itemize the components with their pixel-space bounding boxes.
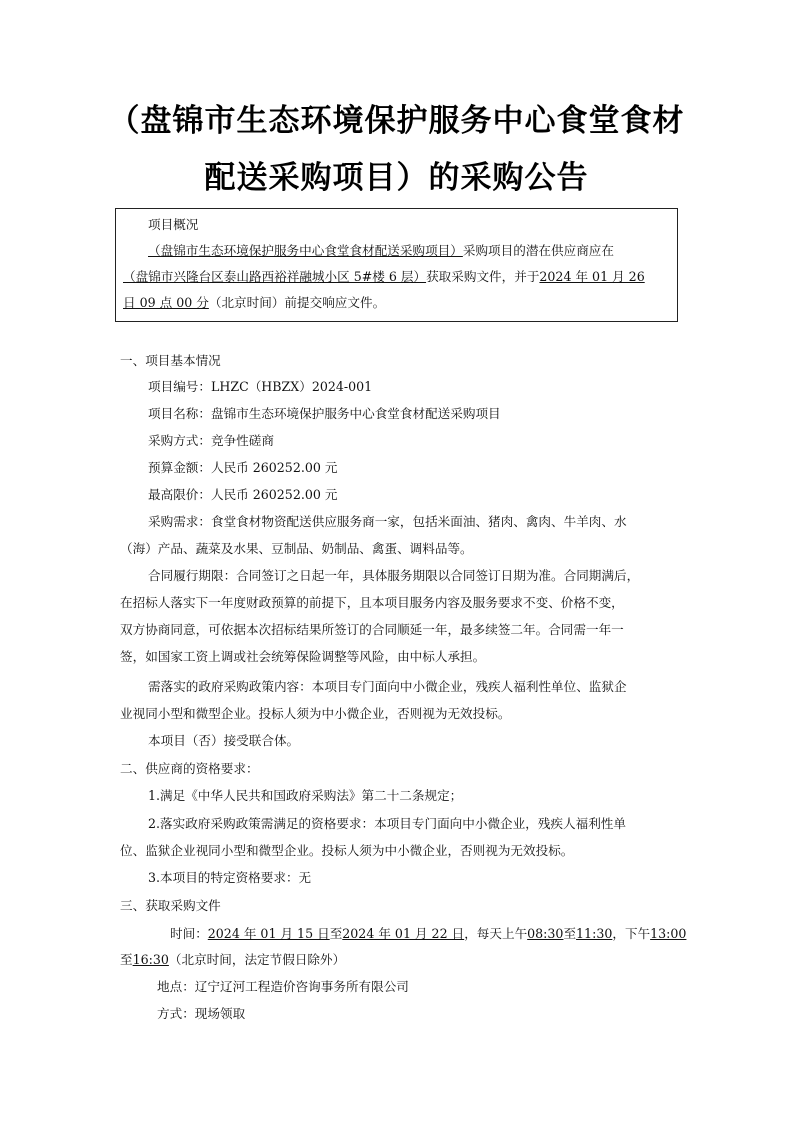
overview-line-2: （盘锦市兴隆台区泰山路西裕祥融城小区 5#楼 6 层）获取采购文件，并于2024 年 01 月 26 <box>123 269 645 284</box>
pm-end: 16:30 <box>132 952 169 967</box>
policy-line-1: 需落实的政府采购政策内容：本项目专门面向中小微企业，残疾人福利性单位、监狱企 <box>148 679 627 694</box>
pm-start: 13:00 <box>650 926 687 941</box>
consortium-note: 本项目（否）接受联合体。 <box>148 733 300 748</box>
qualification-2-line-1: 2.落实政府采购政策需满足的资格要求：本项目专门面向中小微企业，残疾人福利性单 <box>148 816 626 831</box>
start-date: 2024 年 01 月 15 日 <box>207 926 330 941</box>
qualification-2-line-2: 位、监狱企业视同小型和微型企业。投标人须为中小微企业，否则视为无效投标。 <box>120 843 574 858</box>
budget-amount: 预算金额：人民币 260252.00 元 <box>148 460 338 475</box>
contract-term-line-4: 签，如国家工资上调或社会统筹保险调整等风险，由中标人承担。 <box>120 649 486 664</box>
am-end: 11:30 <box>576 926 613 941</box>
project-number: 项目编号：LHZC（HBZX）2024-001 <box>148 379 373 394</box>
project-name-underlined: （盘锦市生态环境保护服务中心食堂食材配送采购项目） <box>148 243 463 258</box>
time-line-2: 至16:30（北京时间，法定节假日除外） <box>120 952 346 967</box>
overview-line-1: （盘锦市生态环境保护服务中心食堂食材配送采购项目）采购项目的潜在供应商应在 <box>148 243 614 258</box>
procurement-method: 采购方式：竞争性磋商 <box>148 433 274 448</box>
pickup-place: 地点：辽宁辽河工程造价咨询事务所有限公司 <box>157 979 409 994</box>
qualification-1: 1.满足《中华人民共和国政府采购法》第二十二条规定； <box>148 788 463 803</box>
qualification-3: 3.本项目的特定资格要求：无 <box>148 870 312 885</box>
am-start: 08:30 <box>527 926 564 941</box>
contract-term-line-1: 合同履行期限：合同签订之日起一年，具体服务期限以合同签订日期为准。合同期满后， <box>148 568 640 583</box>
project-overview-box <box>115 208 678 322</box>
max-price: 最高限价：人民币 260252.00 元 <box>148 487 338 502</box>
section-3-heading: 三、获取采购文件 <box>120 898 221 913</box>
section-1-heading: 一、项目基本情况 <box>120 353 221 368</box>
pickup-method: 方式：现场领取 <box>157 1006 246 1021</box>
end-date: 2024 年 01 月 22 日 <box>342 926 465 941</box>
pickup-address-underlined: （盘锦市兴隆台区泰山路西裕祥融城小区 5#楼 6 层） <box>123 269 427 284</box>
page-title-line2: 配送采购项目）的采购公告 <box>204 160 589 196</box>
overview-heading: 项目概况 <box>148 217 199 232</box>
overview-line-3: 日 09 点 00 分（北京时间）前提交响应文件。 <box>123 295 386 310</box>
page-title-line1: （盘锦市生态环境保护服务中心食堂食材 <box>108 103 685 139</box>
project-name: 项目名称：盘锦市生态环境保护服务中心食堂食材配送采购项目 <box>148 406 501 421</box>
deadline-date-underlined: 2024 年 01 月 26 <box>539 269 645 284</box>
policy-line-2: 业视同小型和微型企业。投标人须为中小微企业，否则视为无效投标。 <box>120 706 511 721</box>
time-line-1: 时间：2024 年 01 月 15 日至2024 年 01 月 22 日，每天上午08:30至11:30，下午13:00 <box>170 926 687 941</box>
section-2-heading: 二、供应商的资格要求： <box>120 761 259 776</box>
requirement-line-2: （海）产品、蔬菜及水果、豆制品、奶制品、禽蛋、调料品等。 <box>120 541 473 556</box>
deadline-time-underlined: 日 09 点 00 分 <box>123 295 209 310</box>
contract-term-line-2: 在招标人落实下一年度财政预算的前提下，且本项目服务内容及服务要求不变、价格不变， <box>120 595 624 610</box>
requirement-line-1: 采购需求：食堂食材物资配送供应服务商一家，包括米面油、猪肉、禽肉、牛羊肉、水 <box>148 514 627 529</box>
contract-term-line-3: 双方协商同意，可依据本次招标结果所签订的合同顺延一年，最多续签二年。合同需一年一 <box>120 622 624 637</box>
